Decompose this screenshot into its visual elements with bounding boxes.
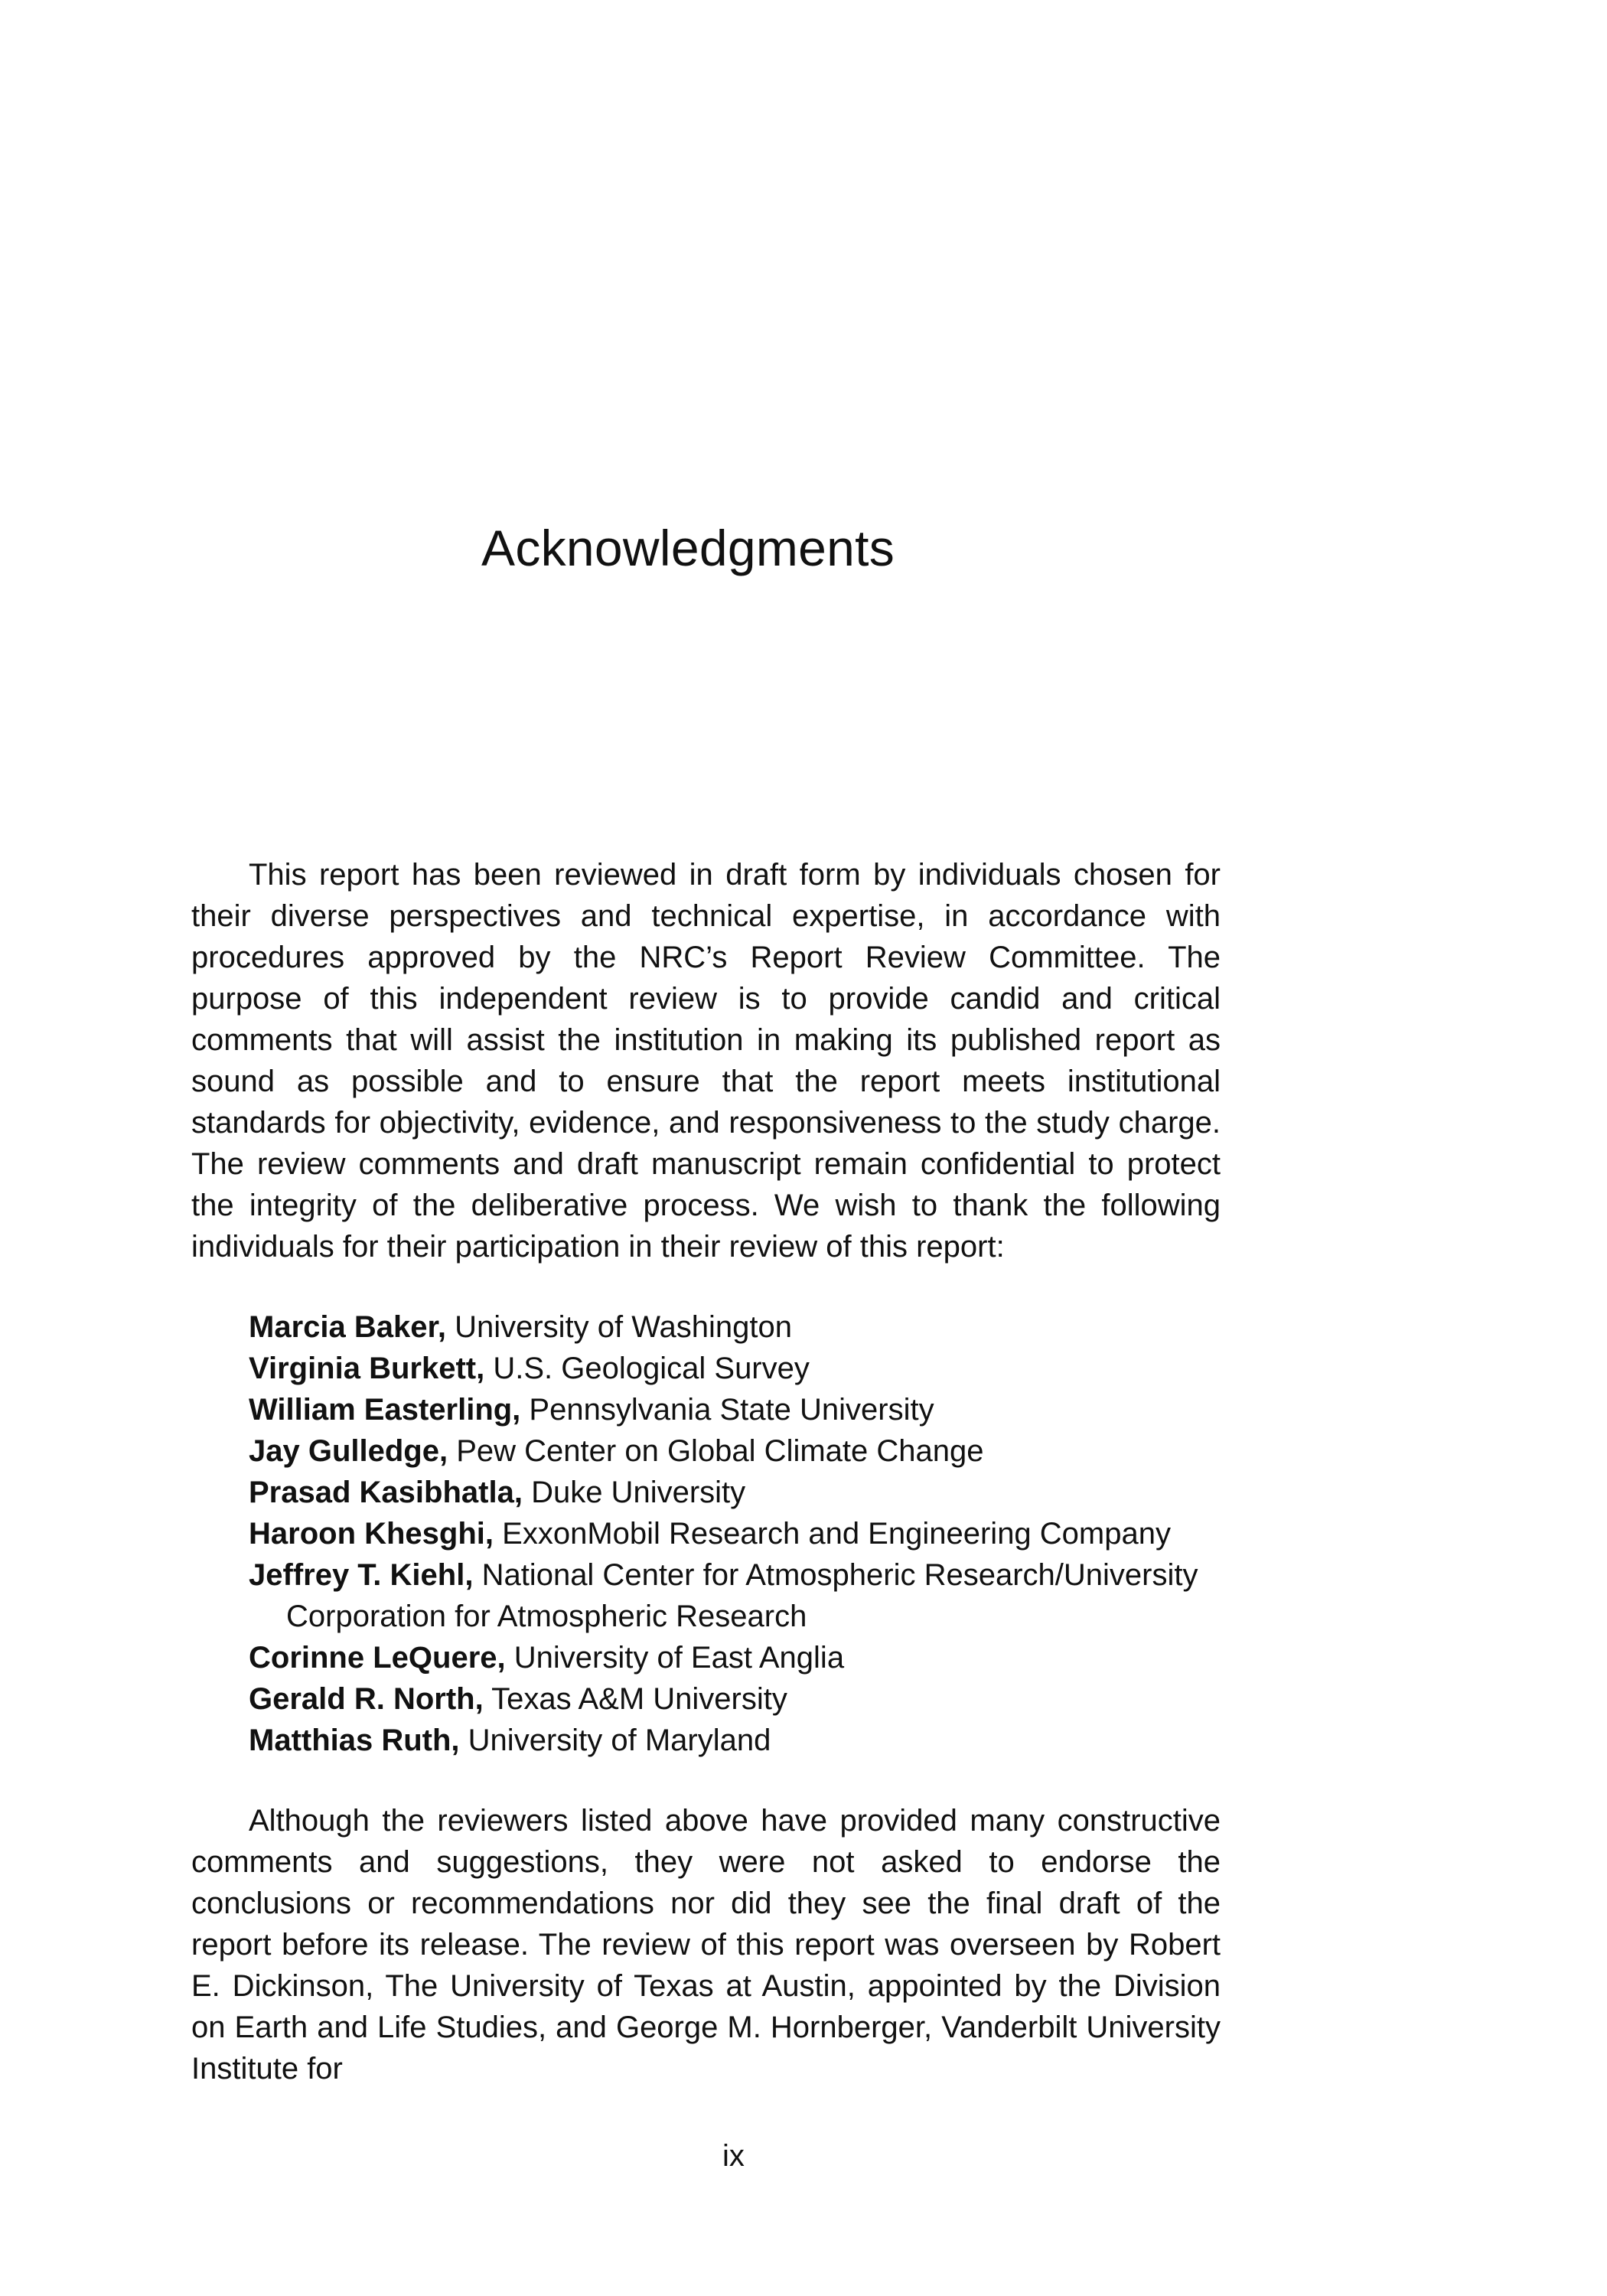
reviewer-name: William Easterling,: [249, 1393, 521, 1427]
reviewer-item: [191, 1430, 1221, 1472]
reviewer-affiliation: U.S. Geological Survey: [493, 1352, 810, 1385]
page-title: Acknowledgments: [481, 520, 895, 576]
reviewer-affiliation: Pennsylvania State University: [529, 1393, 934, 1427]
reviewer-list: [191, 1306, 1221, 1761]
reviewer-affiliation: ExxonMobil Research and Engineering Company: [502, 1517, 1171, 1551]
reviewer-name: Matthias Ruth,: [249, 1724, 460, 1757]
reviewer-name: Haroon Khesghi,: [249, 1517, 494, 1551]
reviewer-name: Jeffrey T. Kiehl,: [249, 1558, 474, 1592]
reviewer-name: Virginia Burkett,: [249, 1352, 485, 1385]
reviewer-item: [191, 1720, 1221, 1761]
reviewer-affiliation: National Center for Atmospheric Research/University Corporation for Atmospheric Research: [286, 1558, 1198, 1633]
reviewer-item: [191, 1637, 1221, 1678]
intro-paragraph: This report has been reviewed in draft form by individuals chosen for their diverse perspectives and technical expertise, in accordance with procedures approved by the NRC’s Report Review Committee. The purpose of this independent review is to provide candid and critical comments that will assist the institution in making its published report as sound as possible and to ensure that the report meets institutional standards for objectivity, evidence, and responsiveness to the study charge. The review comments and draft manuscript remain confidential to protect the integrity of the deliberative process. We wish to thank the following individuals for their participation in their review of this report:: [191, 858, 1221, 1264]
page-number: ix: [722, 2139, 745, 2173]
reviewer-item: [191, 1348, 1221, 1389]
body-text: [191, 854, 1221, 2089]
reviewer-item: [191, 1554, 1221, 1637]
reviewer-name: Jay Gulledge,: [249, 1434, 448, 1468]
reviewer-name: Prasad Kasibhatla,: [249, 1476, 523, 1509]
reviewer-name: Corinne LeQuere,: [249, 1641, 506, 1675]
reviewer-affiliation: Duke University: [531, 1476, 746, 1509]
reviewer-name: Marcia Baker,: [249, 1310, 446, 1344]
reviewer-item: [191, 1389, 1221, 1430]
reviewer-item: [191, 1472, 1221, 1513]
reviewer-item: [191, 1678, 1221, 1720]
reviewer-affiliation: Pew Center on Global Climate Change: [456, 1434, 984, 1468]
closing-paragraph: Although the reviewers listed above have provided many constructive comments and suggestions, they were not asked to endorse the conclusions or recommendations nor did they see the final draft of the report before its release. The review of this report was overseen by Robert E. Dickinson, The University of Texas at Austin, appointed by the Division on Earth and Life Studies, and George M. Hornberger, Vanderbilt University Institute for: [191, 1804, 1221, 2086]
reviewer-affiliation: University of East Anglia: [513, 1641, 845, 1675]
reviewer-affiliation: University of Maryland: [468, 1724, 771, 1757]
reviewer-affiliation: Texas A&M University: [491, 1682, 787, 1716]
reviewer-name: Gerald R. North,: [249, 1682, 484, 1716]
reviewer-affiliation: University of Washington: [455, 1310, 792, 1344]
reviewer-item: [191, 1306, 1221, 1348]
reviewer-item: [191, 1513, 1221, 1554]
